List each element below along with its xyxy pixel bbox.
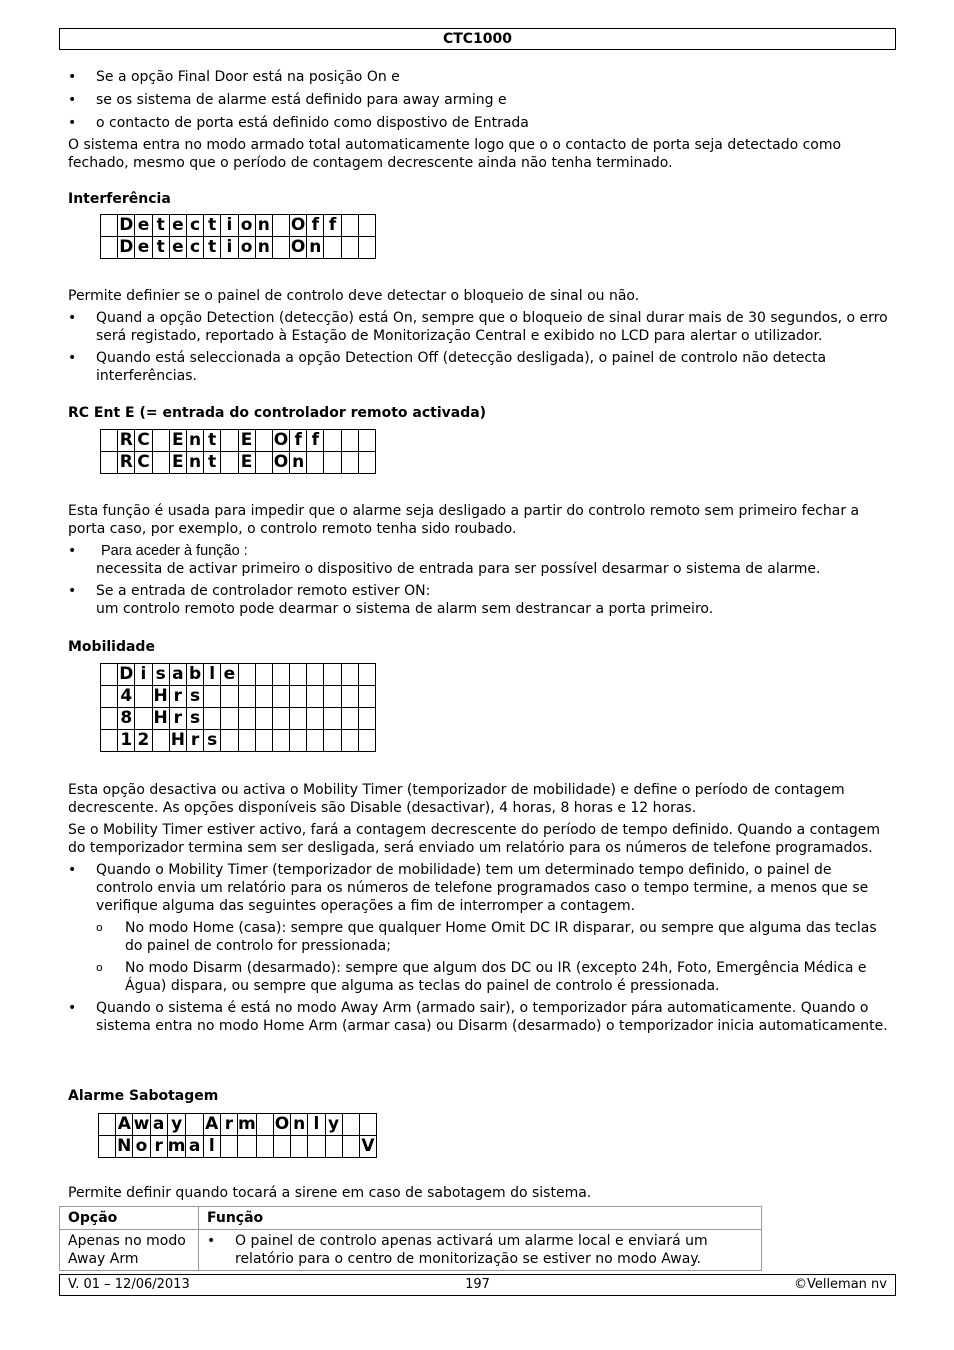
lcd-cell (291, 1136, 308, 1158)
lcd-cell: r (169, 708, 186, 730)
lcd-cell (341, 708, 358, 730)
lcd-cell: n (290, 452, 307, 474)
list-item: • O painel de controlo apenas activará um alarme local e enviará um relatório para o centro de monitorização se estiver no modo Away. (207, 1232, 753, 1268)
column-header: Função (199, 1207, 762, 1230)
rcent-list (68, 542, 890, 618)
lcd-cell (308, 1136, 325, 1158)
lcd-cell (101, 708, 118, 730)
lcd-cell (358, 686, 375, 708)
lcd-cell: y (325, 1114, 342, 1136)
paragraph: Permite definir quando tocará a sirene em caso de sabotagem do sistema. (68, 1185, 592, 1201)
lcd-cell (221, 730, 238, 752)
list-item: • o contacto de porta está definido como dispostivo de Entrada (68, 114, 890, 132)
lcd-cell: s (152, 664, 169, 686)
lcd-cell (221, 452, 238, 474)
lcd-cell (255, 430, 272, 452)
lcd-cell (358, 237, 375, 259)
lcd-cell (358, 430, 375, 452)
lcd-cell (324, 664, 341, 686)
lcd-cell (358, 452, 375, 474)
lcd-cell: t (152, 215, 169, 237)
lcd-cell (101, 686, 118, 708)
lcd-cell (290, 664, 307, 686)
lcd-row (101, 215, 376, 237)
lcd-cell (152, 430, 169, 452)
list-item (68, 582, 890, 618)
lcd-cell (359, 1114, 376, 1136)
footer-page-number: 197 (465, 1277, 490, 1292)
lcd-cell: A (203, 1114, 220, 1136)
lcd-cell: R (118, 452, 135, 474)
lcd-display-mobilidade (100, 663, 376, 752)
lcd-cell (255, 452, 272, 474)
lcd-cell: m (238, 1114, 256, 1134)
list-item-body: necessita de activar primeiro o dispositivo de entrada para ser possível desarmar o sistema de alarme. (96, 561, 821, 577)
sub-list-item: o No modo Home (casa): sempre que qualquer Home Omit DC IR disparar, ou sempre que alguma das teclas do painel de controlo for pressionada; (68, 919, 890, 955)
lcd-row (101, 730, 376, 752)
lcd-cell: r (220, 1114, 237, 1136)
lcd-cell: e (169, 237, 186, 259)
lcd-cell: t (152, 237, 169, 259)
lcd-cell: l (204, 664, 221, 686)
lcd-cell (255, 686, 272, 708)
lcd-row (101, 708, 376, 730)
lcd-cell: C (135, 430, 152, 452)
lcd-cell: e (135, 237, 152, 259)
list-item-head: • Se a entrada de controlador remoto estiver ON: (96, 583, 431, 599)
lcd-cell (324, 730, 341, 752)
lcd-cell (341, 452, 358, 474)
lcd-cell: a (186, 1136, 203, 1158)
lcd-cell (101, 664, 118, 686)
lcd-cell: D (119, 215, 134, 235)
table-row (60, 1230, 762, 1271)
lcd-cell: O (273, 430, 289, 450)
lcd-cell (324, 686, 341, 708)
lcd-cell (272, 664, 289, 686)
table-cell: Apenas no modo Away Arm (60, 1230, 199, 1271)
lcd-cell: c (186, 237, 203, 259)
options-table (59, 1206, 762, 1271)
lcd-cell (101, 452, 118, 474)
lcd-cell (152, 452, 169, 474)
paragraph: Esta função é usada para impedir que o alarme seja desligado a partir do controlo remoto sem primeiro fechar a porta caso, por exemplo, o controlo remoto tenha sido roubado. (68, 503, 860, 537)
lcd-cell: A (116, 1114, 133, 1136)
lcd-cell (272, 215, 289, 237)
section-heading: Interferência (68, 191, 171, 207)
list-item (68, 542, 890, 578)
lcd-display-rcent (100, 429, 376, 474)
lcd-cell (358, 730, 375, 752)
lcd-cell (307, 452, 324, 474)
lcd-cell: f (290, 430, 307, 452)
lcd-cell (307, 730, 324, 752)
lcd-cell (307, 686, 324, 708)
lcd-cell: f (307, 215, 324, 237)
lcd-cell (272, 686, 289, 708)
lcd-cell: i (221, 237, 238, 259)
section-heading: Alarme Sabotagem (68, 1088, 219, 1104)
lcd-cell (290, 686, 307, 708)
lcd-cell (342, 1136, 359, 1158)
list-item: • Quando o sistema é está no modo Away Arm (armado sair), o temporizador pára automaticamente. Quando o sistema entra no modo Home Arm (armar casa) ou Disarm (desarmado) o temporizador inicia automaticamente. (68, 999, 890, 1035)
lcd-cell (99, 1114, 116, 1136)
lcd-cell: 4 (118, 686, 135, 708)
lcd-cell (238, 664, 255, 686)
list-item: • Quando está seleccionada a opção Detection Off (detecção desligada), o painel de controlo não detecta interferências. (68, 349, 890, 385)
intro-list (68, 68, 890, 132)
lcd-cell: r (150, 1136, 167, 1158)
lcd-cell (204, 708, 221, 730)
lcd-cell: l (308, 1114, 325, 1136)
lcd-cell: s (186, 686, 203, 708)
lcd-cell (256, 1114, 273, 1136)
lcd-cell: e (169, 215, 186, 237)
mobilidade-section (68, 781, 890, 1035)
lcd-cell (101, 215, 118, 237)
lcd-cell (358, 664, 375, 686)
lcd-cell: N (117, 1136, 132, 1156)
lcd-cell: 1 (118, 730, 135, 752)
interferencia-section (68, 287, 890, 385)
lcd-cell (238, 708, 255, 730)
table-header-row (60, 1207, 762, 1230)
lcd-cell: f (324, 215, 341, 237)
lcd-cell (341, 730, 358, 752)
list-item: • Se a opção Final Door está na posição On e (68, 68, 890, 86)
lcd-cell (324, 430, 341, 452)
lcd-row (101, 664, 376, 686)
lcd-cell (358, 708, 375, 730)
lcd-cell (238, 730, 255, 752)
lcd-cell (290, 708, 307, 730)
lcd-cell: a (150, 1114, 167, 1136)
lcd-cell (358, 215, 375, 237)
lcd-cell (238, 1136, 257, 1158)
lcd-cell: n (291, 1114, 308, 1136)
lcd-cell: E (169, 452, 186, 474)
lcd-cell: E (238, 452, 255, 474)
lcd-cell (255, 730, 272, 752)
lcd-cell: E (238, 430, 255, 452)
lcd-cell: D (119, 664, 134, 684)
lcd-cell: y (167, 1114, 186, 1136)
lcd-cell (135, 686, 152, 708)
lcd-cell: e (221, 664, 238, 686)
lcd-cell: t (204, 452, 221, 474)
section-heading: Mobilidade (68, 639, 155, 655)
lcd-cell: 2 (135, 730, 152, 752)
lcd-cell (101, 237, 118, 259)
lcd-cell: w (133, 1114, 150, 1134)
lcd-cell: o (238, 215, 255, 237)
list-item-head: • Para aceder à função : (101, 543, 248, 559)
lcd-cell (324, 708, 341, 730)
lcd-cell (307, 708, 324, 730)
rcent-section (68, 502, 890, 618)
lcd-cell: s (186, 708, 203, 730)
footer-version: V. 01 – 12/06/2013 (68, 1277, 190, 1292)
table-cell (199, 1230, 762, 1271)
lcd-cell: r (186, 730, 203, 752)
lcd-cell: l (203, 1136, 220, 1158)
lcd-cell (341, 664, 358, 686)
lcd-cell: c (186, 215, 203, 237)
lcd-cell (204, 686, 221, 708)
cell-list (207, 1232, 753, 1268)
lcd-display-sabotagem (98, 1113, 377, 1158)
lcd-cell (221, 430, 238, 452)
lcd-row (101, 686, 376, 708)
lcd-cell: s (204, 730, 221, 752)
mobilidade-sublist (68, 919, 890, 995)
lcd-cell: n (186, 452, 203, 474)
lcd-cell (290, 730, 307, 752)
lcd-cell (325, 1136, 342, 1158)
lcd-cell (220, 1136, 237, 1158)
intro-section (68, 68, 890, 172)
intro-paragraph: O sistema entra no modo armado total automaticamente logo que o o contacto de porta seja detectado como fechado, mesmo que o período de contagem decrescente ainda não tenha terminado. (68, 137, 842, 171)
lcd-cell (255, 708, 272, 730)
lcd-cell (99, 1136, 116, 1158)
lcd-cell (238, 686, 255, 708)
lcd-cell: o (238, 237, 255, 259)
sub-list-item: o No modo Disarm (desarmado): sempre que algum dos DC ou IR (excepto 24h, Foto, Emergência Médica e Água) dispara, ou sempre que alguma as teclas do painel de controlo é pressionada. (68, 959, 890, 995)
lcd-cell: a (169, 664, 186, 686)
lcd-cell: m (167, 1136, 186, 1156)
list-item: • Quando o Mobility Timer (temporizador de mobilidade) tem um determinado tempo definido, o painel de controlo envia um relatório para os números de telefone programados caso o tempo termine, a menos que se verifique alguma das seguintes operações a fim de interromper a contagem. (68, 861, 890, 915)
lcd-cell: t (204, 215, 221, 237)
lcd-cell (341, 686, 358, 708)
lcd-cell: n (255, 237, 272, 259)
lcd-cell (307, 664, 324, 686)
mobilidade-list-2 (68, 999, 890, 1035)
lcd-cell: O (274, 1114, 290, 1134)
column-header: Opção (60, 1207, 199, 1230)
lcd-cell: O (290, 237, 306, 257)
lcd-row (101, 430, 376, 452)
lcd-cell: H (170, 730, 185, 750)
lcd-cell (341, 215, 358, 237)
lcd-cell: b (186, 664, 203, 686)
lcd-cell: H (153, 708, 168, 728)
lcd-cell: D (119, 237, 134, 257)
lcd-cell: R (118, 430, 135, 452)
lcd-cell (101, 430, 118, 452)
page-footer (59, 1274, 896, 1296)
lcd-cell: O (290, 215, 306, 235)
lcd-cell (221, 686, 238, 708)
lcd-cell: H (153, 686, 168, 706)
lcd-row (99, 1136, 377, 1158)
list-item: • se os sistema de alarme está definido para away arming e (68, 91, 890, 109)
lcd-row (101, 452, 376, 474)
lcd-display-interferencia (100, 214, 376, 259)
lcd-cell (272, 237, 289, 259)
section-heading: RC Ent E (= entrada do controlador remoto activada) (68, 405, 487, 421)
list-item: • Quand a opção Detection (detecção) está On, sempre que o bloqueio de sinal durar mais de 30 segundos, o erro será registado, reportado à Estação de Monitorização Central e exibido no LCD para alertar o utilizador. (68, 309, 890, 345)
lcd-cell: n (307, 237, 324, 259)
lcd-cell: o (133, 1136, 150, 1158)
lcd-cell (186, 1114, 203, 1136)
lcd-cell (341, 237, 358, 259)
lcd-cell: f (307, 430, 324, 452)
lcd-cell (272, 708, 289, 730)
lcd-cell (255, 664, 272, 686)
lcd-cell (135, 708, 152, 730)
lcd-cell (341, 430, 358, 452)
paragraph: Permite definier se o painel de controlo deve detectar o bloqueio de sinal ou não. (68, 288, 640, 304)
lcd-cell: r (169, 686, 186, 708)
mobilidade-list (68, 861, 890, 915)
lcd-cell (324, 452, 341, 474)
lcd-cell (256, 1136, 273, 1158)
lcd-cell: n (186, 430, 203, 452)
lcd-cell (101, 730, 118, 752)
lcd-cell (272, 730, 289, 752)
interferencia-list (68, 309, 890, 385)
lcd-cell (273, 1136, 290, 1158)
lcd-cell: E (169, 430, 186, 452)
lcd-cell: V (359, 1136, 376, 1158)
paragraph: Esta opção desactiva ou activa o Mobility Timer (temporizador de mobilidade) e define o período de contagem decrescente. As opções disponíveis são Disable (desactivar), 4 horas, 8 horas e 12 horas. (68, 782, 845, 816)
lcd-cell: t (204, 237, 221, 259)
lcd-cell: n (255, 215, 272, 237)
lcd-cell: t (204, 430, 221, 452)
lcd-row (101, 237, 376, 259)
lcd-cell: i (221, 215, 238, 237)
footer-copyright: ©Velleman nv (793, 1277, 887, 1292)
model-title: CTC1000 (442, 31, 513, 47)
lcd-cell: 8 (118, 708, 135, 730)
paragraph: Se o Mobility Timer estiver activo, fará a contagem decrescente do período de tempo definido. Quando a contagem do temporizador termina sem ser desligada, será enviado um relatório para os números de telefone programados. (68, 822, 880, 856)
lcd-cell: i (135, 664, 152, 686)
lcd-cell (152, 730, 169, 752)
lcd-cell (324, 237, 341, 259)
lcd-cell: C (135, 452, 152, 474)
lcd-cell: e (135, 215, 152, 237)
list-item-body: um controlo remoto pode dearmar o sistema de alarm sem destrancar a porta primeiro. (96, 601, 714, 617)
lcd-cell (221, 708, 238, 730)
page-header (59, 28, 896, 50)
lcd-row (99, 1114, 377, 1136)
lcd-cell: O (273, 452, 289, 472)
lcd-cell (342, 1114, 359, 1136)
